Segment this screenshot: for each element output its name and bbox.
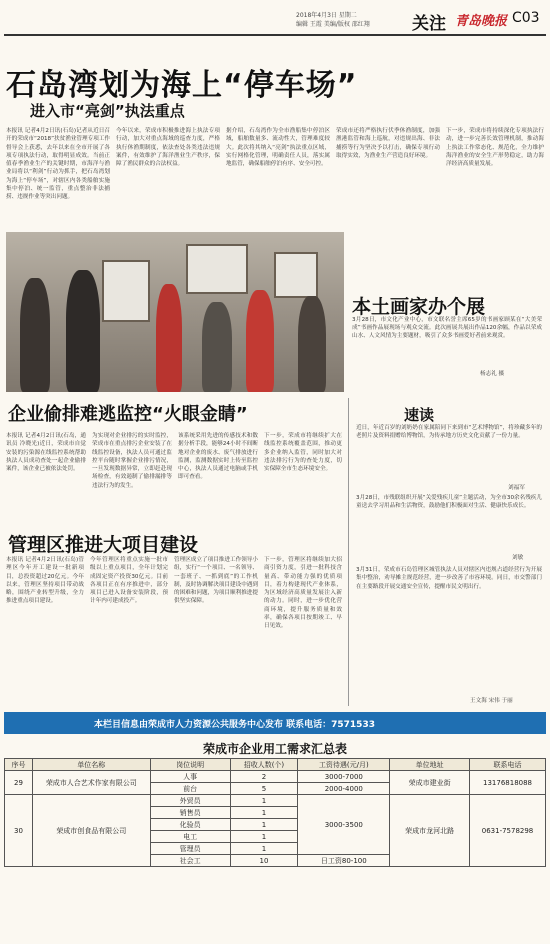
exhibition-title: 本土画家办个展 (352, 296, 486, 318)
visitor-figure (66, 270, 100, 392)
visitor-figure (156, 284, 182, 392)
visitor-figure (202, 302, 232, 392)
employment-banner (4, 712, 546, 734)
article2-column-1: 本报讯 记者4月2日讯(石岛，通讯员 冷晓光)近日，荣成市自觉安装的污染源在线监控系统帮助执法人员成功查处一起企业偷排案件，该企业已被依法处罚。 (6, 433, 86, 473)
lead-column-4: 荣成市还将严格执行伏季休渔制度，加强渔港监管和海上巡航，对违规出海、非法捕捞等行为坚决予以打击，确保专项行动取得实效，为渔业生产营造良好环境。 (336, 128, 440, 159)
position-salary: 日工资80-100 (298, 855, 390, 867)
date-line: 2018年4月3日 星期二 (296, 12, 357, 19)
table-header-row (5, 759, 546, 771)
lead-subhead: 进入市“亮剑”执法重点 (30, 102, 185, 120)
article2-headline: 企业偷排难逃监控“火眼金睛” (8, 404, 248, 425)
lead-column-1: 本报讯 记者4月2日讯(石岛)记者从近日召开的荣成市“2018”扶贫渔业管理专项工作督导会上获悉，去年以来在全市开展了各项专项执法行动，取得明显成效。当前正值春季渔业生产的关键时期，市海洋与渔业局将以“利剑”行动为抓手，把石岛湾划为海上“停车场”，对辖区内各类船舶实施集中停泊、统一监管，重点整治非法捕捞、违规作业等突出问题。 (6, 128, 110, 201)
lead-column-5: 下一步，荣成市将持续深化专项执法行动，进一步完善长效管理机制，推动海上执法工作常态化、规范化，全力维护海洋渔业的安全生产形势稳定，助力海洋经济高质量发展。 (446, 128, 544, 168)
article3-column-1: 本报讯 记者4月2日讯(石岛)管理区今年开工建设一批新项目，总投资超过20亿元。今年以来，管理区坚持项目带动战略，围绕产业转型升级，全力推进重点项目建设。 (6, 557, 84, 605)
position-count: 10 (230, 855, 298, 867)
brief-item-2: 3月28日，市残联组织开展“关爱残疾儿童”主题活动，为全市30余名残疾儿童送去学习用品和生活物资，鼓励他们积极面对生活、健康快乐成长。 (356, 495, 542, 510)
position-count: 1 (230, 843, 298, 855)
brief-author-3: 王文海 宋伟 于丽 (470, 698, 513, 704)
editor-line: 编辑 王霞 美编/版权 邵红翔 (296, 21, 370, 28)
position-title: 前台 (150, 783, 230, 795)
position-title: 社会工 (150, 855, 230, 867)
exhibition-photo (6, 232, 344, 392)
painting-frame (186, 244, 248, 294)
painting-frame (274, 252, 318, 298)
position-title: 销售员 (150, 807, 230, 819)
column-header: 工资待遇(元/月) (298, 759, 390, 771)
exhibition-caption: 3月28日，市文化产业中心，市文联名誉主席65岁的书画家顾某在“大美荣成”书画作品展现场与观众交流。此次画展共展出作品120余幅，作品以荣成山水、人文风情为主要题材，吸引了众多书画爱好者前来观赏。 (352, 317, 542, 340)
position-salary: 2000-4000 (298, 783, 390, 795)
position-title: 管理员 (150, 843, 230, 855)
section-name: 关注 (412, 14, 446, 34)
lead-headline: 石岛湾划为海上“停车场” (6, 68, 358, 103)
brief-author-1: 刘福军 (508, 485, 525, 491)
article2-column-2: 为实现对企业排污的实时监控，荣成市在重点排污企业安装了在线监控设备，执法人员可通过监控平台随时掌握企业排污情况，一旦发现数据异常，立即赶赴现场检查，有效遏制了偷排漏排等违法行为的发生。 (92, 433, 172, 489)
lead-column-3: 据介绍，石岛湾作为全市渔船集中停泊区域，船舶数量多、流动性大，管理难度较大。此次将其纳入“亮剑”执法重点区域，实行网格化管理，明确责任人员，落实属地监管，确保船舶停泊有序、安全可控。 (226, 128, 330, 168)
article3-headline: 管理区推进大项目建设 (8, 534, 199, 556)
position-count: 1 (230, 795, 298, 807)
company-address: 荣成市龙河北路 (390, 795, 470, 867)
column-header: 序号 (5, 759, 33, 771)
column-header: 招收人数(个) (230, 759, 298, 771)
column-header: 岗位说明 (150, 759, 230, 771)
position-title: 化验员 (150, 819, 230, 831)
position-count: 1 (230, 807, 298, 819)
brief-title: 速读 (404, 406, 435, 424)
article2-column-3: 该系统采用先进的传感技术和数据分析手段，能够24小时不间断地对企业的废水、废气排放进行监测，监测数据实时上传至监控中心，执法人员通过电脑或手机即可查看。 (178, 433, 258, 481)
position-count: 5 (230, 783, 298, 795)
article2-column-4: 下一步，荣成市将继续扩大在线监控系统覆盖范围，推动更多企业纳入监管，同时加大对违法排污行为的查处力度，切实保障全市生态环境安全。 (264, 433, 342, 473)
column-header: 单位名称 (32, 759, 150, 771)
position-title: 人事 (150, 771, 230, 783)
brief-item-1: 近日，年近百岁的刘奶奶在家属陪同下来到市“艺术博物馆”，将珍藏多年的老照片及资料捐赠给博物馆，为传承地方历史文化贡献了一份力量。 (356, 425, 542, 440)
brief-author-2: 刘敏 (512, 555, 524, 561)
row-number: 29 (5, 771, 33, 795)
visitor-figure (246, 290, 274, 392)
position-count: 1 (230, 819, 298, 831)
column-header: 单位地址 (390, 759, 470, 771)
banner-text: 本栏目信息由荣成市人力资源公共服务中心发布 联系电话：7571533 (94, 720, 375, 730)
visitor-figure (20, 278, 50, 392)
brief-divider (348, 398, 349, 706)
position-count: 1 (230, 831, 298, 843)
jobs-table (4, 758, 546, 867)
visitor-figure (298, 296, 326, 392)
painting-frame (102, 260, 150, 322)
header-rule (4, 34, 546, 36)
page-number: C03 (512, 10, 540, 26)
brand-logo: 青岛晚报 (455, 14, 508, 29)
company-phone: 13176818088 (470, 771, 546, 795)
column-header: 联系电话 (470, 759, 546, 771)
article3-column-4: 下一步，管理区将继续加大招商引资力度，引进一批科技含量高、带动能力强的优质项目，着力构建现代产业体系，为区域经济高质量发展注入新的动力。同时，进一步优化营商环境，提升服务质量和效率，确保各项目按期竣工、早日见效。 (264, 557, 342, 630)
company-name: 荣成市人合艺术作家有限公司 (32, 771, 150, 795)
position-count: 2 (230, 771, 298, 783)
position-title: 外贸员 (150, 795, 230, 807)
table-row (5, 795, 546, 807)
jobs-table-title: 荣成市企业用工需求汇总表 (202, 742, 347, 756)
position-salary: 3000-3500 (298, 795, 390, 855)
article3-column-2: 今年管理区将重点实施一批市级以上重点项目，全年计划完成固定资产投资30亿元。目前各项目正在有序推进中，部分项目已进入设备安装阶段，预计年内可建成投产。 (90, 557, 168, 605)
position-title: 电工 (150, 831, 230, 843)
table-row (5, 771, 546, 783)
article3-column-3: 管理区成立了项目推进工作领导小组，实行“一个项目、一名领导、一套班子、一抓到底”的工作机制，及时协调解决项目建设中遇到的困难和问题，为项目顺利推进提供坚实保障。 (174, 557, 258, 605)
page-header (0, 0, 550, 34)
company-address: 荣成市建业街 (390, 771, 470, 795)
exhibition-credit: 杨志礼 摄 (480, 371, 505, 377)
company-phone: 0631-7578298 (470, 795, 546, 867)
row-number: 30 (5, 795, 33, 867)
company-name: 荣成市创食品有限公司 (32, 795, 150, 867)
position-salary: 3000-7000 (298, 771, 390, 783)
lead-column-2: 今年以来，荣成市积极推进海上执法专项行动，加大对重点海域的巡查力度，严格执行休渔期制度，依法查处各类违法违规案件，有效维护了海洋渔业生产秩序，保障了渔民群众的合法权益。 (116, 128, 220, 168)
brief-item-3: 3月31日，荣成市石岛管理区城管执法人员对辖区内违规占道经营行为开展集中整治，劝导摊主规范经营，进一步改善了市容环境。同日，市交警部门在主要路段开展交通安全宣传，提醒市民文明出行。 (356, 567, 542, 590)
